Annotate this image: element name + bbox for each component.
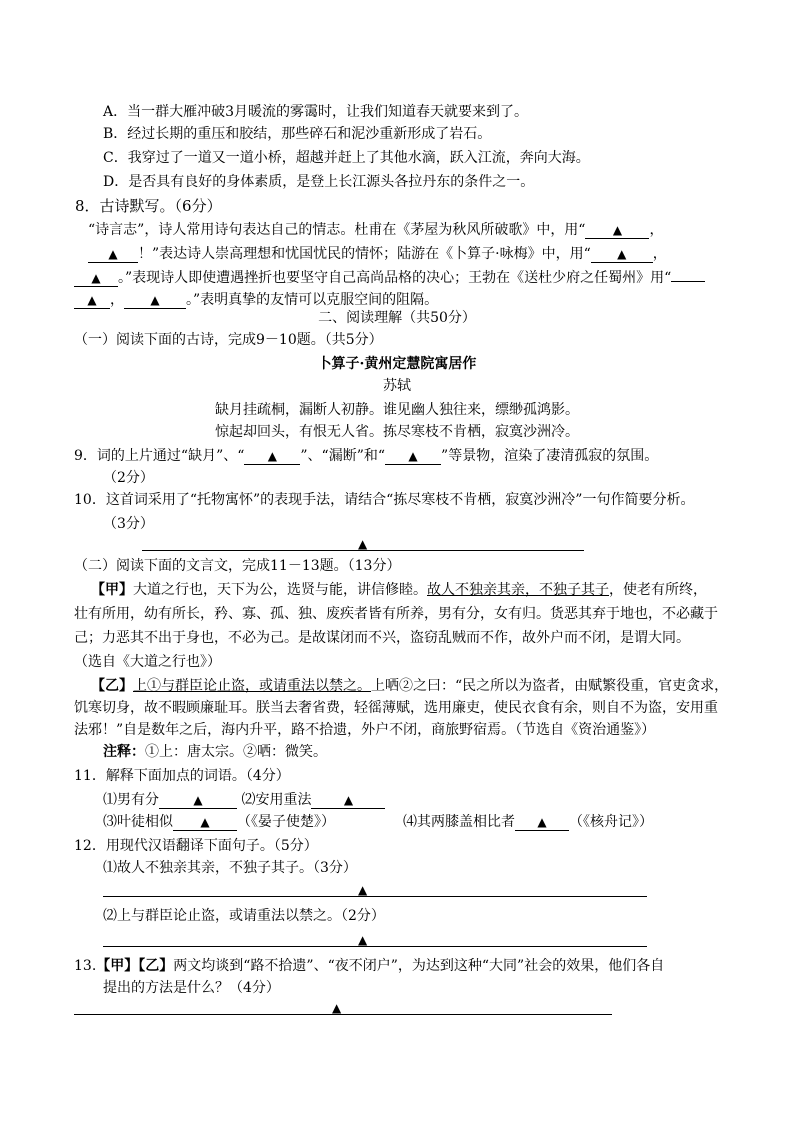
section-heading: 二、阅读理解（共50分） <box>318 310 476 326</box>
q13-line-1 <box>74 956 664 976</box>
answer-blank[interactable] <box>74 292 110 309</box>
poem-line-2: 惊起却回头，有恨无人省。拣尽寒枝不肯栖，寂寞沙洲冷。 <box>215 424 579 440</box>
answer-blank[interactable] <box>88 246 138 263</box>
q11-row-1 <box>103 790 385 810</box>
yi-underlined: 上①与群臣论止盗，或请重法以禁之。 <box>133 678 371 694</box>
triangle-marker: ▲ <box>267 449 277 463</box>
q8-text: 。”表现诗人即使遭遇挫折也要坚守自己高尚品格的决心；王勃在《送杜少府之任蜀州》用“ <box>118 270 672 286</box>
triangle-marker: ▲ <box>332 1001 342 1015</box>
answer-line[interactable] <box>74 1014 612 1015</box>
answer-blank[interactable] <box>671 281 705 282</box>
jia-text: ，使老有所终， <box>609 582 707 598</box>
triangle-marker: ▲ <box>108 247 118 261</box>
triangle-marker: ▲ <box>358 883 368 897</box>
annotation <box>103 742 327 762</box>
answer-blank[interactable] <box>515 814 569 831</box>
yi-tag: 【乙】 <box>91 678 133 694</box>
answer-blank[interactable] <box>173 814 237 831</box>
triangle-marker: ▲ <box>91 271 101 285</box>
q12-sentence-2: ⑵上与群臣论止盗，或请重法以禁之。（2分） <box>103 908 385 924</box>
q8-line-2 <box>88 244 667 264</box>
answer-blank[interactable] <box>244 448 300 465</box>
triangle-marker: ▲ <box>150 293 160 307</box>
triangle-marker: ▲ <box>612 223 623 237</box>
jia-line-1 <box>91 580 707 600</box>
q11-row-2b <box>403 812 653 832</box>
q13-line-2: 提出的方法是什么？（4分） <box>103 980 280 996</box>
triangle-marker: ▲ <box>343 793 354 807</box>
triangle-marker: ▲ <box>200 815 210 829</box>
q11-source: （《核舟记》） <box>569 814 653 830</box>
jia-source: （选自《大道之行也》） <box>74 654 221 670</box>
answer-blank[interactable] <box>385 448 441 465</box>
answer-blank[interactable] <box>159 792 237 809</box>
jia-text: 大道之行也，天下为公，选贤与能，讲信修睦。 <box>133 582 427 598</box>
triangle-marker: ▲ <box>537 815 547 829</box>
answer-blank[interactable] <box>74 270 118 287</box>
yi-line-3: 法邪！”自是数年之后，海内升平，路不拾遗，外户不闭，商旅野宿焉。（节选自《资治通鉴》） <box>74 722 656 738</box>
answer-blank[interactable] <box>311 792 385 809</box>
yi-line-1 <box>91 676 728 696</box>
q11-item: ⑶叶徒相似 <box>103 814 173 830</box>
q12-sentence-1: ⑴故人不独亲其亲，不独子其子。（3分） <box>103 860 357 876</box>
annotation-text: ①上：唐太宗。②哂：微笑。 <box>145 744 327 760</box>
part1-intro: （一）阅读下面的古诗，完成9－10题。（共5分） <box>74 332 383 348</box>
q9-score: （2分） <box>103 470 154 486</box>
q8-text: ， <box>649 222 664 238</box>
q8-line-1 <box>88 220 663 240</box>
yi-line-2: 饥寒切身，故不暇顾廉耻耳。朕当去奢省费，轻徭薄赋，选用廉吏，使民衣食有余，则自不为盗，安用重 <box>74 700 718 716</box>
q10-text: 10．这首词采用了“托物寓怀”的表现手法，请结合“拣尽寒枝不肯栖，寂寞沙洲冷”一句作简要分析。 <box>74 492 695 508</box>
q11-item: ⑵安用重法 <box>241 792 312 808</box>
q9-line <box>74 446 658 466</box>
q11-source: （《晏子使楚》） <box>237 814 335 830</box>
q10-score: （3分） <box>103 516 154 532</box>
q11-row-2 <box>103 812 335 832</box>
jia-line-2: 壮有所用，幼有所长，矜、寡、孤、独、废疾者皆有所养，男有分，女有归。货恶其弃于地也，不必藏于 <box>74 606 718 622</box>
answer-line[interactable] <box>103 896 647 897</box>
q8-title: 8．古诗默写。（6分） <box>75 197 222 215</box>
q8-text: ！”表达诗人崇高理想和忧国忧民的情怀；陆游在《卜算子·咏梅》中，用“ <box>138 246 591 262</box>
annotation-label: 注释： <box>103 744 145 760</box>
q8-line-3 <box>74 268 705 288</box>
jia-line-3: 己；力恶其不出于身也，不必为己。是故谋闭而不兴，盗窃乱贼而不作，故外户而不闭，是谓大同。 <box>74 630 690 646</box>
q13-text: 两文均谈到“路不拾遗”、“夜不闭户”，为达到这种“大同”社会的效果，他们各自 <box>173 958 665 974</box>
q8-text: 。”表明真挚的友情可以克服空间的阻隔。 <box>186 292 439 308</box>
q7-option-b: B．经过长期的重压和胶结，那些碎石和泥沙重新形成了岩石。 <box>103 126 492 142</box>
q7-option-c: C．我穿过了一道又一道小桥，超越并赶上了其他水滴，跃入江流，奔向大海。 <box>103 150 590 166</box>
q8-text: ， <box>110 292 124 308</box>
part2-intro: （二）阅读下面的文言文，完成11－13题。（13分） <box>74 558 401 574</box>
q9-text: ”等景物，渲染了凄清孤寂的氛围。 <box>441 448 659 464</box>
answer-line[interactable] <box>103 946 647 947</box>
yi-text: 上哂②之曰：“民之所以为盗者，由赋繁役重，官吏贪求， <box>371 678 729 694</box>
poem-title: 卜算子·黄州定慧院寓居作 <box>317 356 477 372</box>
jia-tag: 【甲】 <box>91 582 133 598</box>
q8-line-4 <box>74 290 438 310</box>
triangle-marker: ▲ <box>358 537 368 551</box>
answer-blank[interactable] <box>124 292 186 309</box>
q8-text: “诗言志”，诗人常用诗句表达自己的情志。杜甫在《茅屋为秋风所破歌》中，用“ <box>88 222 586 238</box>
q7-option-d: D．是否具有良好的身体素质，是登上长江源头各拉丹东的条件之一。 <box>103 174 535 190</box>
triangle-marker: ▲ <box>87 293 97 307</box>
q9-text: ”、“漏断”和“ <box>300 448 386 464</box>
q9-text: 9．词的上片通过“缺月”、“ <box>74 448 245 464</box>
q11-item: ⑷其两膝盖相比者 <box>403 814 515 830</box>
triangle-marker: ▲ <box>408 449 418 463</box>
q13-tags: 【甲】【乙】 <box>96 958 174 974</box>
triangle-marker: ▲ <box>358 933 368 947</box>
triangle-marker: ▲ <box>617 247 627 261</box>
poem-line-1: 缺月挂疏桐，漏断人初静。谁见幽人独往来，缥缈孤鸿影。 <box>215 402 579 418</box>
q11-item: ⑴男有分 <box>103 792 159 808</box>
q7-option-a: A．当一群大雁冲破3月暖流的雾霭时，让我们知道春天就要来到了。 <box>103 104 529 120</box>
q11-title: 11．解释下面加点的词语。（4分） <box>74 768 290 784</box>
triangle-marker: ▲ <box>193 793 203 807</box>
jia-underlined: 故人不独亲其亲，不独子其子 <box>427 582 609 598</box>
poem-author: 苏轼 <box>383 378 411 394</box>
q8-text: ， <box>652 246 667 262</box>
q12-title: 12．用现代汉语翻译下面句子。（5分） <box>74 838 318 854</box>
answer-blank[interactable] <box>585 222 649 239</box>
answer-blank[interactable] <box>591 246 653 263</box>
q13-number: 13. <box>74 958 97 974</box>
